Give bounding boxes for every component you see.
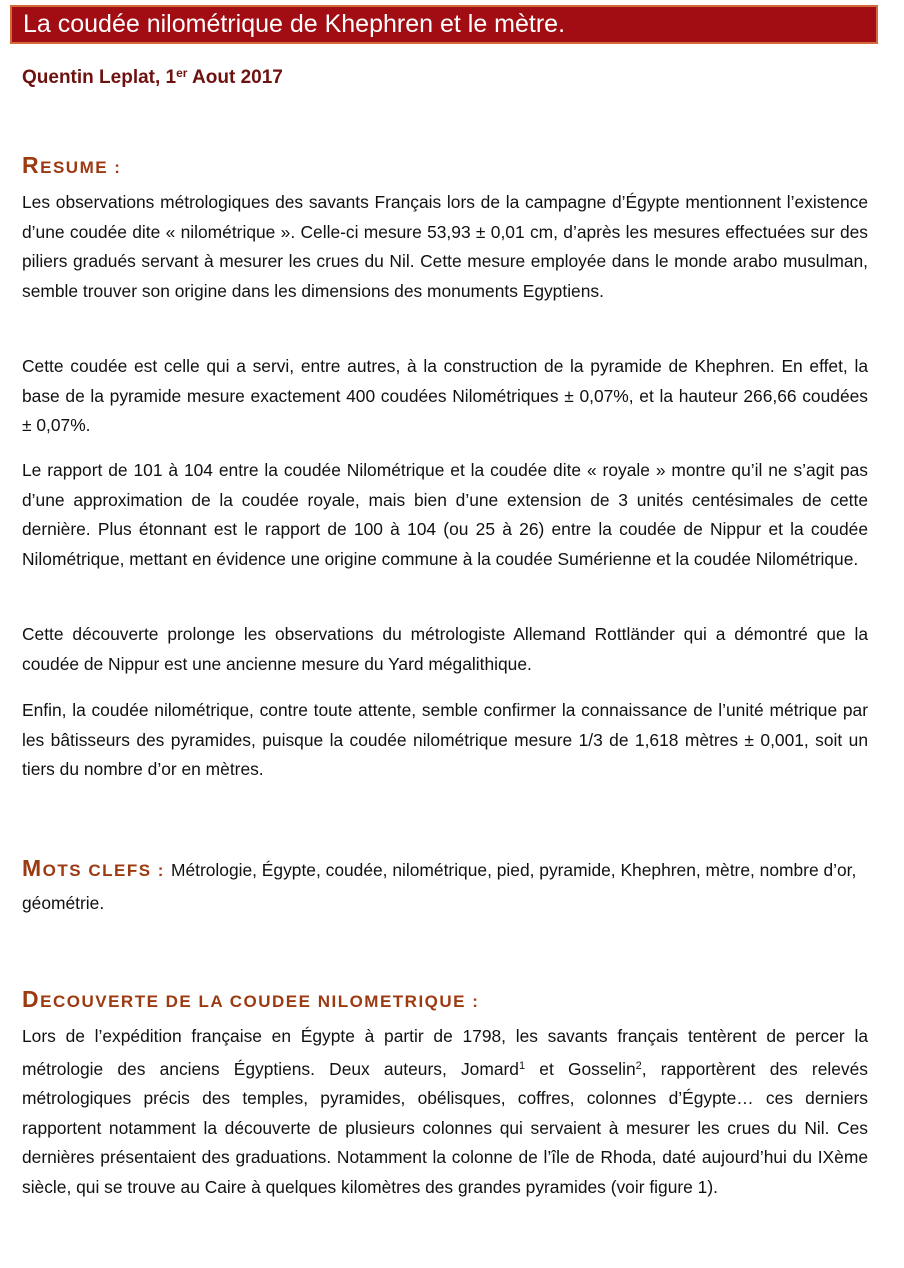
keywords-paragraph xyxy=(22,852,868,920)
author-ordinal-suffix: er xyxy=(176,66,188,80)
keywords-text: Métrologie, Égypte, coudée, nilométrique, pied, pyramide, Khephren, mètre, nombre d’or, géométrie. xyxy=(22,860,857,913)
decouverte-paragraph: Lors de l’expédition française en Égypte à partir de 1798, les savants français tentèrent de percer la métrologie des anciens Égyptiens. Deux auteurs, Jomard$^1$ et Gosselin$^2$, rapportèrent des relevés métrologiques précis des temples, pyramides, obélisques, coffres, colonnes d’Égypte… ces derniers rapportent notamment la découverte de plusieurs colonnes qui servaient à mesurer les crues du Nil. Ces dernières présentaient des graduations. Notamment la colonne de l’île de Rhoda, daté aujourd’hui du IXème siècle, qui se trouve au Caire à quelques kilomètres des grandes pyramides (voir figure 1). xyxy=(22,1026,868,1197)
section-heading-resume: RESUME : xyxy=(22,152,122,178)
section-heading-decouverte: DECOUVERTE DE LA COUDEE NILOMETRIQUE : xyxy=(22,986,480,1012)
title-bar xyxy=(10,5,878,44)
author-date: Aout 2017 xyxy=(187,67,283,88)
resume-paragraph-3: Le rapport de 101 à 104 entre la coudée Nilométrique et la coudée dite « royale » montre qu’il ne s’agit pas d’une approximation de la coudée royale, mais bien d’une extension de 3 unités centésimales de cette dernière. Plus étonnant est le rapport de 100 à 104 (ou 25 à 26) entre la coudée de Nippur et la coudée Nilométrique, mettant en évidence une origine commune à la coudée Sumérienne et la coudée Nilométrique. xyxy=(22,460,868,569)
footnote-ref-2: 2 xyxy=(635,1059,642,1072)
resume-paragraph-5: Enfin, la coudée nilométrique, contre toute attente, semble confirmer la connaissance de l’unité métrique par les bâtisseurs des pyramides, puisque la coudée nilométrique mesure 1/3 de 1,618 mètres ± 0,001, soit un tiers du nombre d’or en mètres. xyxy=(22,700,868,779)
resume-paragraph-2: Cette coudée est celle qui a servi, entre autres, à la construction de la pyramide de Khephren. En effet, la base de la pyramide mesure exactement 400 coudées Nilométriques ± 0,07%, et la hauteur 266,66 coudées ± 0,07%. xyxy=(22,356,868,435)
resume-paragraph-4: Cette découverte prolonge les observations du métrologiste Allemand Rottländer qui a démontré que la coudée de Nippur est une ancienne mesure du Yard mégalithique. xyxy=(22,624,868,674)
author-name: Quentin Leplat, 1 xyxy=(22,67,177,88)
author-line xyxy=(22,66,283,89)
document-title: La coudée nilométrique de Khephren et le mètre. xyxy=(23,10,566,38)
section-heading-keywords: MOTS CLEFS : xyxy=(22,855,165,881)
resume-paragraph-1: Les observations métrologiques des savants Français lors de la campagne d’Égypte mentionnent l’existence d’une coudée dite « nilométrique ». Celle-ci mesure 53,93 ± 0,01 cm, d’après les mesures effectuées sur des piliers gradués servant à mesurer les crues du Nil. Cette mesure employée dans le monde arabo musulman, semble trouver son origine dans les dimensions des monuments Egyptiens. xyxy=(22,192,868,301)
footnote-ref-1: 1 xyxy=(518,1059,526,1072)
